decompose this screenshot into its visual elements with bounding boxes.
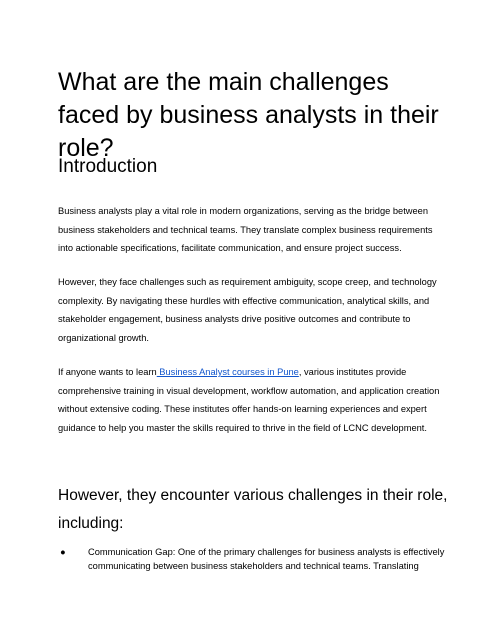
section-heading-challenges: However, they encounter various challenges in their role, including: bbox=[58, 487, 448, 532]
paragraph-3-lead-text: If anyone wants to learn bbox=[58, 367, 157, 377]
list-item bbox=[58, 545, 450, 573]
intro-paragraph-1: Business analysts play a vital role in modern organizations, serving as the bridge between business stakeholders and technical teams. They translate complex business requirements into actionable specifications, facilitate communication, and ensure project success. bbox=[58, 206, 433, 253]
list-item-text: Communication Gap: One of the primary challenges for business analysts is effectively communicating between business stakeholders and technical teams. Translating bbox=[88, 547, 445, 571]
business-analyst-courses-link[interactable]: Business Analyst courses in Pune bbox=[156, 367, 299, 377]
paragraph-3-trailing-text: , various institutes provide comprehensive training in visual development, workflow automation, and application creation without extensive coding. These institutes offer hands-on learning experiences and expert guidance to help you master the skills required to thrive in the field of LCNC development. bbox=[58, 367, 440, 433]
intro-paragraph-3 bbox=[58, 363, 440, 437]
bullet-icon: ● bbox=[60, 547, 66, 557]
challenges-list bbox=[58, 545, 450, 573]
page-title: What are the main challenges faced by business analysts in their role? bbox=[58, 68, 439, 162]
section-heading-introduction: Introduction bbox=[58, 156, 158, 177]
intro-paragraph-2: However, they face challenges such as requirement ambiguity, scope creep, and technology complexity. By navigating these hurdles with effective communication, analytical skills, and stakeholder engagement, business analysts drive positive outcomes and contribute to organizational growth. bbox=[58, 277, 437, 343]
